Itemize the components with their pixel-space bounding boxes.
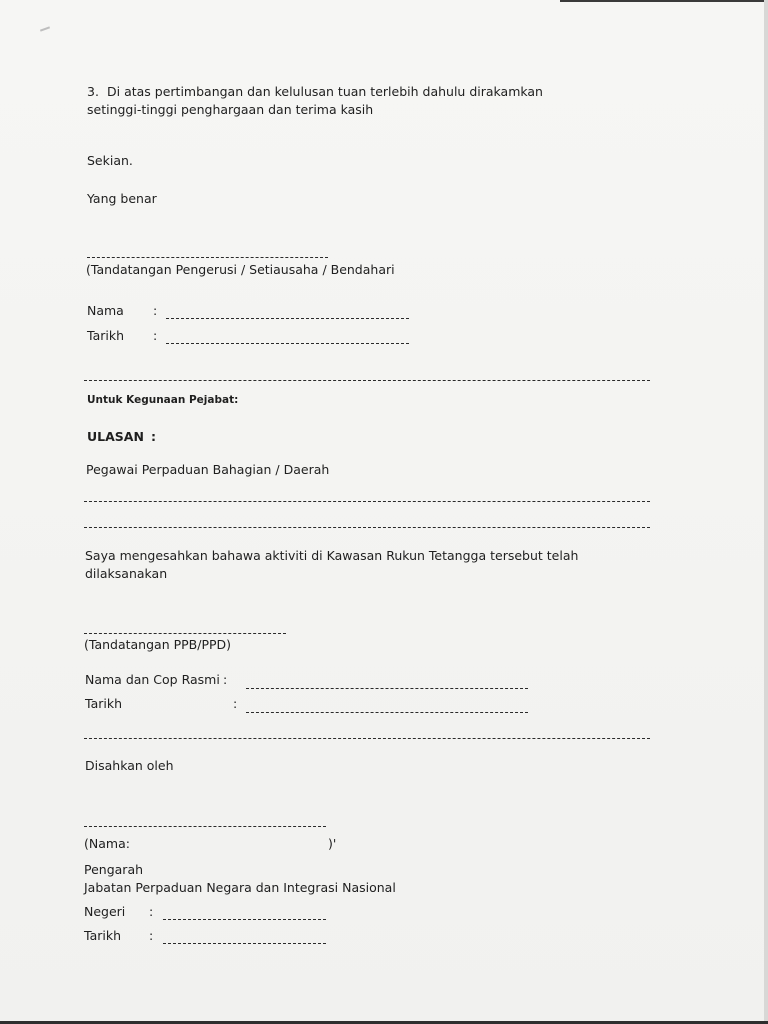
signature-caption-chairman: (Tandatangan Pengerusi / Setiausaha / Bendahari <box>86 262 395 277</box>
nama-cop-colon: : <box>223 672 228 687</box>
nama-cop-label: Nama dan Cop Rasmi <box>85 672 220 687</box>
closing-yang-benar: Yang benar <box>87 191 157 206</box>
nama-cop-field[interactable] <box>246 688 528 689</box>
negeri-colon: : <box>149 904 154 919</box>
pengarah-title: Pengarah <box>84 862 144 877</box>
section-divider-1 <box>84 380 650 381</box>
item-text-line2: setinggi-tinggi penghargaan dan terima kasih <box>87 102 374 117</box>
tarikh-director-colon: : <box>149 928 154 943</box>
pegawai-title: Pegawai Perpaduan Bahagian / Daerah <box>86 462 330 477</box>
office-use-heading: Untuk Kegunaan Pejabat: <box>87 394 239 406</box>
scan-edge-top <box>560 0 768 2</box>
item-text-line1: Di atas pertimbangan dan kelulusan tuan terlebih dahulu dirakamkan <box>107 84 543 99</box>
jabatan-name: Jabatan Perpaduan Negara dan Integrasi Nasional <box>84 880 396 895</box>
tarikh-label: Tarikh <box>87 328 124 343</box>
signature-caption-ppb: (Tandatangan PPB/PPD) <box>84 637 232 652</box>
tarikh-ppb-colon: : <box>233 696 238 711</box>
nama-label: Nama <box>87 303 124 318</box>
ulasan-colon: : <box>151 429 156 444</box>
signature-line-ppb[interactable] <box>84 633 286 634</box>
tarikh-ppb-field[interactable] <box>246 712 528 713</box>
signature-line-chairman[interactable] <box>87 257 328 258</box>
signature-line-director[interactable] <box>84 826 326 827</box>
negeri-field[interactable] <box>163 919 326 920</box>
tarikh-ppb-label: Tarikh <box>85 696 122 711</box>
item-number: 3. <box>87 84 99 99</box>
scan-speck <box>40 26 50 31</box>
ulasan-label: ULASAN <box>87 429 144 444</box>
confirmation-line1: Saya mengesahkan bahawa aktiviti di Kawasan Rukun Tetangga tersebut telah <box>85 548 579 563</box>
tarikh-director-label: Tarikh <box>84 928 121 943</box>
tarikh-colon: : <box>153 328 158 343</box>
nama-colon: : <box>153 303 158 318</box>
ulasan-line-1[interactable] <box>84 501 650 502</box>
director-name-close: )' <box>328 836 337 851</box>
tarikh-director-field[interactable] <box>163 943 326 944</box>
section-divider-2 <box>84 738 650 739</box>
scan-edge-right <box>764 0 768 1024</box>
disahkan-oleh: Disahkan oleh <box>85 758 174 773</box>
confirmation-line2: dilaksanakan <box>85 566 168 581</box>
director-name-open: (Nama: <box>84 836 130 851</box>
tarikh-field[interactable] <box>166 343 409 344</box>
ulasan-line-2[interactable] <box>84 527 650 528</box>
negeri-label: Negeri <box>84 904 126 919</box>
nama-field[interactable] <box>166 318 409 319</box>
closing-sekian: Sekian. <box>87 153 133 168</box>
